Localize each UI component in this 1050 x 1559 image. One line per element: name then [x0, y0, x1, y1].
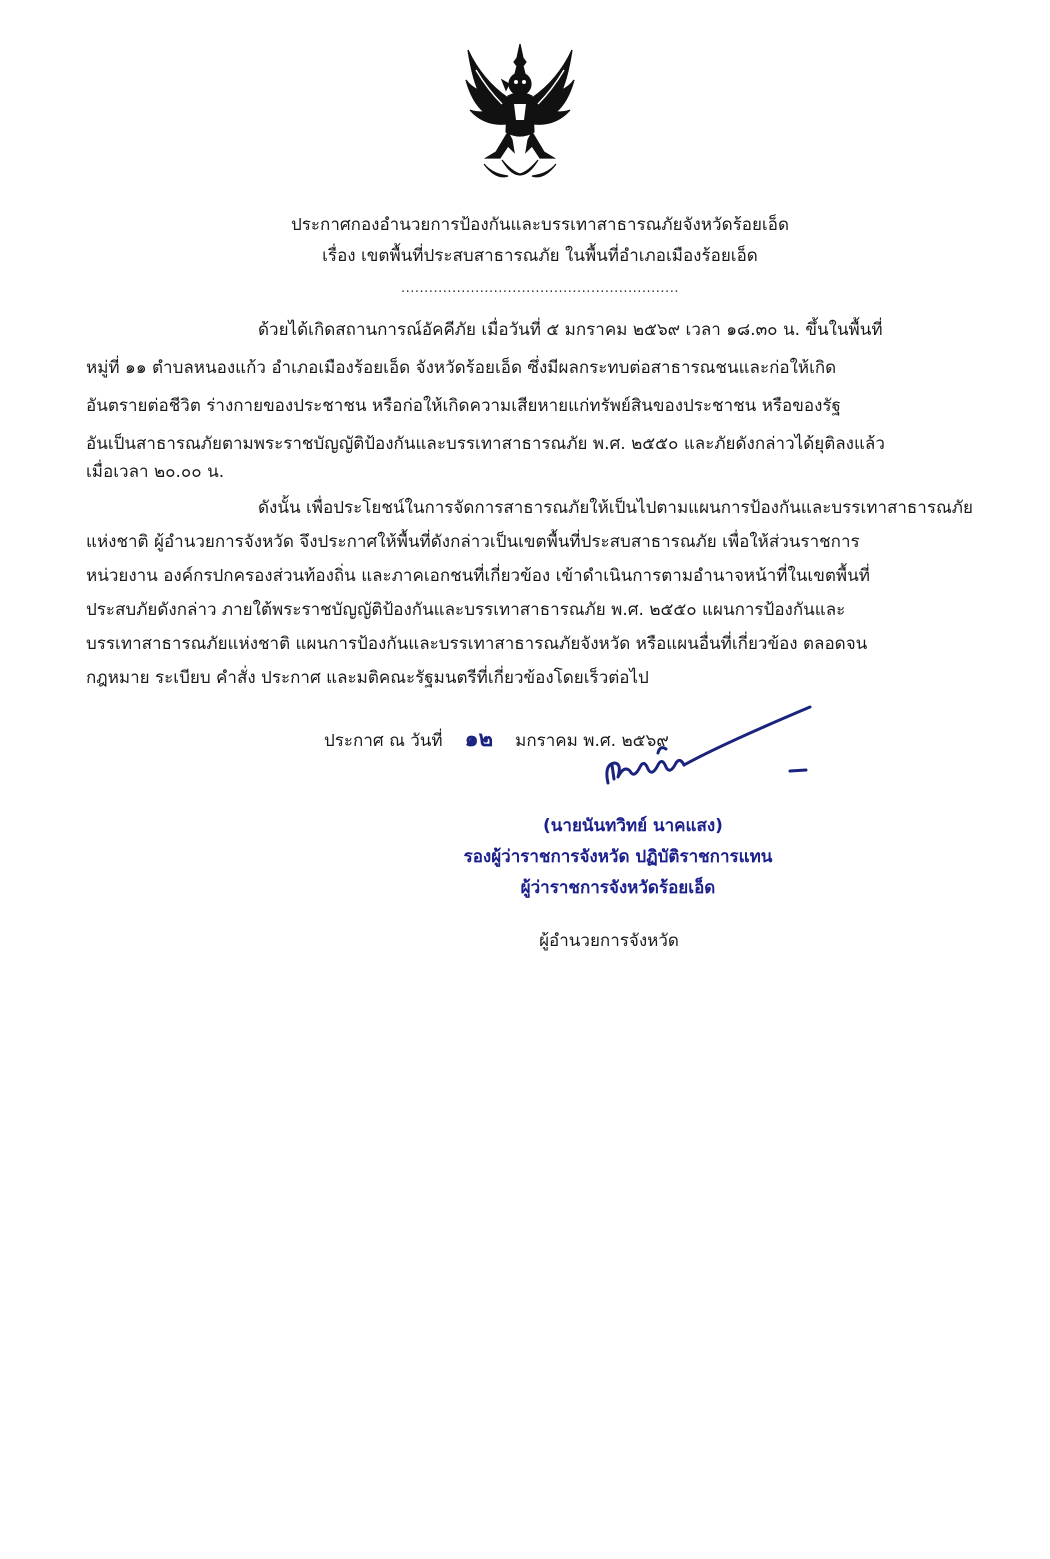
dateline-suffix: มกราคม พ.ศ. ๒๕๖๙	[515, 731, 669, 751]
dateline-prefix: ประกาศ ณ วันที่	[324, 731, 443, 751]
dateline-day: ๑๒	[464, 726, 494, 752]
paragraph-2-line: ประสบภัยดังกล่าว ภายใต้พระราชบัญญัติป้องกันและบรรเทาสาธารณภัย พ.ศ. ๒๕๕๐ แผนการป้องกันและ	[86, 600, 846, 620]
signatory-governor: ผู้ว่าราชการจังหวัดร้อยเอ็ด	[520, 878, 716, 898]
paragraph-1-line: อันตรายต่อชีวิต ร่างกายของประชาชน หรือก่อให้เกิดความเสียหายแก่ทรัพย์สินของประชาชน หรือของรัฐ	[86, 396, 841, 416]
paragraph-1-line: หมู่ที่ ๑๑ ตำบลหนองแก้ว อำเภอเมืองร้อยเอ็ด จังหวัดร้อยเอ็ด ซึ่งมีผลกระทบต่อสาธารณชนและก่อให้เกิด	[86, 358, 837, 378]
paragraph-1-line: ด้วยได้เกิดสถานการณ์อัคคีภัย เมื่อวันที่ ๕ มกราคม ๒๕๖๙ เวลา ๑๘.๓๐ น. ขึ้นในพื้นที่	[258, 320, 883, 340]
paragraph-1-line: อันเป็นสาธารณภัยตามพระราชบัญญัติป้องกันและบรรเทาสาธารณภัย พ.ศ. ๒๕๕๐ และภัยดังกล่าวได้ยุติลงแล้ว	[86, 434, 885, 454]
paragraph-2-line: หน่วยงาน องค์กรปกครองส่วนท้องถิ่น และภาคเอกชนที่เกี่ยวข้อง เข้าดำเนินการตามอำนาจหน้าที่ในเขตพื้นที่	[86, 566, 870, 586]
paragraph-2-line: บรรเทาสาธารณภัยแห่งชาติ แผนการป้องกันและบรรเทาสาธารณภัยจังหวัด หรือแผนอื่นที่เกี่ยวข้อง ตลอดจน	[86, 634, 868, 654]
garuda-emblem-icon	[462, 40, 578, 190]
paragraph-2-line: แห่งชาติ ผู้อำนวยการจังหวัด จึงประกาศให้พื้นที่ดังกล่าวเป็นเขตพื้นที่ประสบสาธารณภัย เพื่อให้ส่วนราชการ	[86, 532, 860, 552]
announcement-title: ประกาศกองอำนวยการป้องกันและบรรเทาสาธารณภัยจังหวัดร้อยเอ็ด	[290, 215, 789, 235]
handwritten-signature	[600, 705, 830, 795]
signatory-position: รองผู้ว่าราชการจังหวัด ปฏิบัติราชการแทน	[463, 847, 773, 867]
announcement-subject: เรื่อง เขตพื้นที่ประสบสาธารณภัย ในพื้นที่อำเภอเมืองร้อยเอ็ด	[322, 246, 758, 266]
signatory-name: (นายนันทวิทย์ นาคแสง)	[543, 816, 723, 836]
paragraph-2-line: กฎหมาย ระเบียบ คำสั่ง ประกาศ และมติคณะรัฐมนตรีที่เกี่ยวข้องโดยเร็วต่อไป	[86, 668, 649, 688]
paragraph-1-line: เมื่อเวลา ๒๐.๐๐ น.	[86, 462, 225, 482]
signatory-role: ผู้อำนวยการจังหวัด	[539, 931, 679, 951]
paragraph-2-line: ดังนั้น เพื่อประโยชน์ในการจัดการสาธารณภัยให้เป็นไปตามแผนการป้องกันและบรรเทาสาธารณภัย	[258, 498, 973, 518]
title-divider: ............................................................	[401, 281, 679, 296]
